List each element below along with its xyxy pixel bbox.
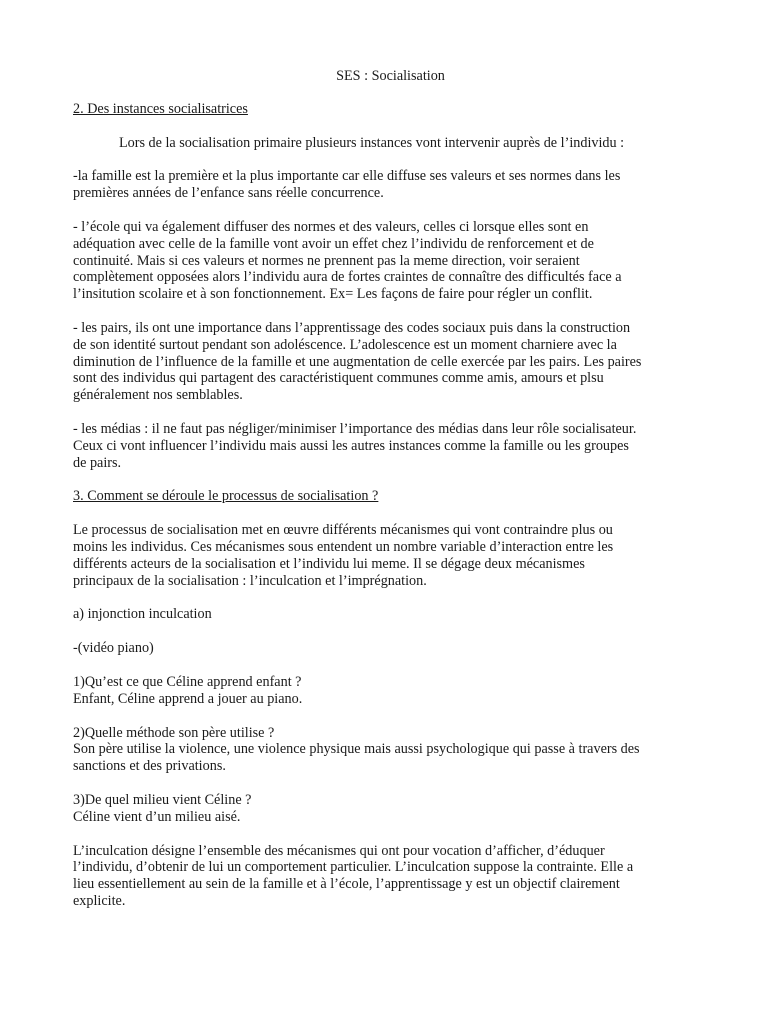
text-line: sont des individus qui partagent des caractéristiquent communes comme amis, amours et plsu: [73, 370, 604, 387]
text-line: L’inculcation désigne l’ensemble des mécanismes qui ont pour vocation d’afficher, d’éduquer: [73, 842, 605, 859]
text-line: l’individu, d’obtenir de lui un comportement particulier. L’inculcation suppose la contrainte. Elle a: [73, 859, 634, 876]
paragraph-medias: [73, 421, 698, 471]
text-line: l’insitution scolaire et à son fonctionnement. Ex= Les façons de faire pour régler un conflit.: [73, 286, 593, 303]
text-line: lieu essentiellement au sein de la famille et à l’école, l’apprentissage y est un objectif clairement: [73, 876, 620, 893]
question-1: [73, 674, 698, 708]
text-line: moins les individus. Ces mécanismes sous entendent un nombre variable d’interaction entre les: [73, 538, 614, 555]
text-line: de son identité surtout pendant son adoléscence. L’adolescence est un moment charniere avec la: [73, 336, 617, 353]
paragraph-inculcation: [73, 843, 698, 910]
text-line: différents acteurs de la socialisation et l’individu lui meme. Il se dégage deux mécanismes: [73, 555, 585, 572]
paragraph-ecole: [73, 219, 698, 303]
question-2: [73, 725, 698, 775]
text-line: - les pairs, ils ont une importance dans l’apprentissage des codes sociaux puis dans la construction: [73, 319, 631, 336]
text-line: - l’école qui va également diffuser des normes et des valeurs, celles ci lorsque elles sont en: [73, 218, 589, 235]
section-2-intro: Lors de la socialisation primaire plusieurs instances vont intervenir auprès de l’individu :: [119, 134, 625, 151]
text-line: -la famille est la première et la plus importante car elle diffuse ses valeurs et ses normes dans les: [73, 168, 621, 185]
text-line: généralement nos semblables.: [73, 387, 243, 404]
text-line: diminution de l’influence de la famille et une augmentation de celle exercée par les pairs. Les paires: [73, 353, 642, 370]
section-3-heading: 3. Comment se déroule le processus de socialisation ?: [73, 488, 379, 505]
text-line: - les médias : il ne faut pas négliger/minimiser l’importance des médias dans leur rôle socialisateur.: [73, 420, 637, 437]
answer-text: Son père utilise la violence, une violence physique mais aussi psychologique qui passe à travers des: [73, 741, 640, 758]
text-line: Le processus de socialisation met en œuvre différents mécanismes qui vont contraindre plus ou: [73, 522, 613, 539]
text-line: premières années de l’enfance sans réelle concurrence.: [73, 185, 384, 202]
video-note: -(vidéo piano): [73, 640, 154, 657]
text-line: de pairs.: [73, 454, 122, 471]
answer-text: sanctions et des privations.: [73, 758, 226, 775]
text-line: continuité. Mais si ces valeurs et normes ne prennent pas la meme direction, voir seraient: [73, 252, 580, 269]
text-line: complètement opposées alors l’individu aura de fortes craintes de connaître des difficultés face a: [73, 269, 622, 286]
question-text: 3)De quel milieu vient Céline ?: [73, 791, 252, 808]
answer-text: Céline vient d’un milieu aisé.: [73, 808, 241, 825]
subheading-a: a) injonction inculcation: [73, 606, 212, 623]
document-page: [73, 68, 698, 927]
text-line: Ceux ci vont influencer l’individu mais aussi les autres instances comme la famille ou les groupes: [73, 437, 629, 454]
text-line: adéquation avec celle de la famille vont avoir un effet chez l’individu de renforcement et de: [73, 235, 594, 252]
text-line: explicite.: [73, 892, 126, 909]
question-text: 2)Quelle méthode son père utilise ?: [73, 724, 275, 741]
document-title: SES : Socialisation: [336, 68, 445, 84]
answer-text: Enfant, Céline apprend a jouer au piano.: [73, 690, 303, 707]
question-3: [73, 792, 698, 826]
text-line: principaux de la socialisation : l’inculcation et l’imprégnation.: [73, 572, 427, 589]
paragraph-pairs: [73, 320, 698, 404]
section-3-intro: [73, 522, 698, 589]
question-text: 1)Qu’est ce que Céline apprend enfant ?: [73, 673, 302, 690]
paragraph-famille: [73, 168, 698, 202]
section-2-heading: 2. Des instances socialisatrices: [73, 100, 248, 117]
